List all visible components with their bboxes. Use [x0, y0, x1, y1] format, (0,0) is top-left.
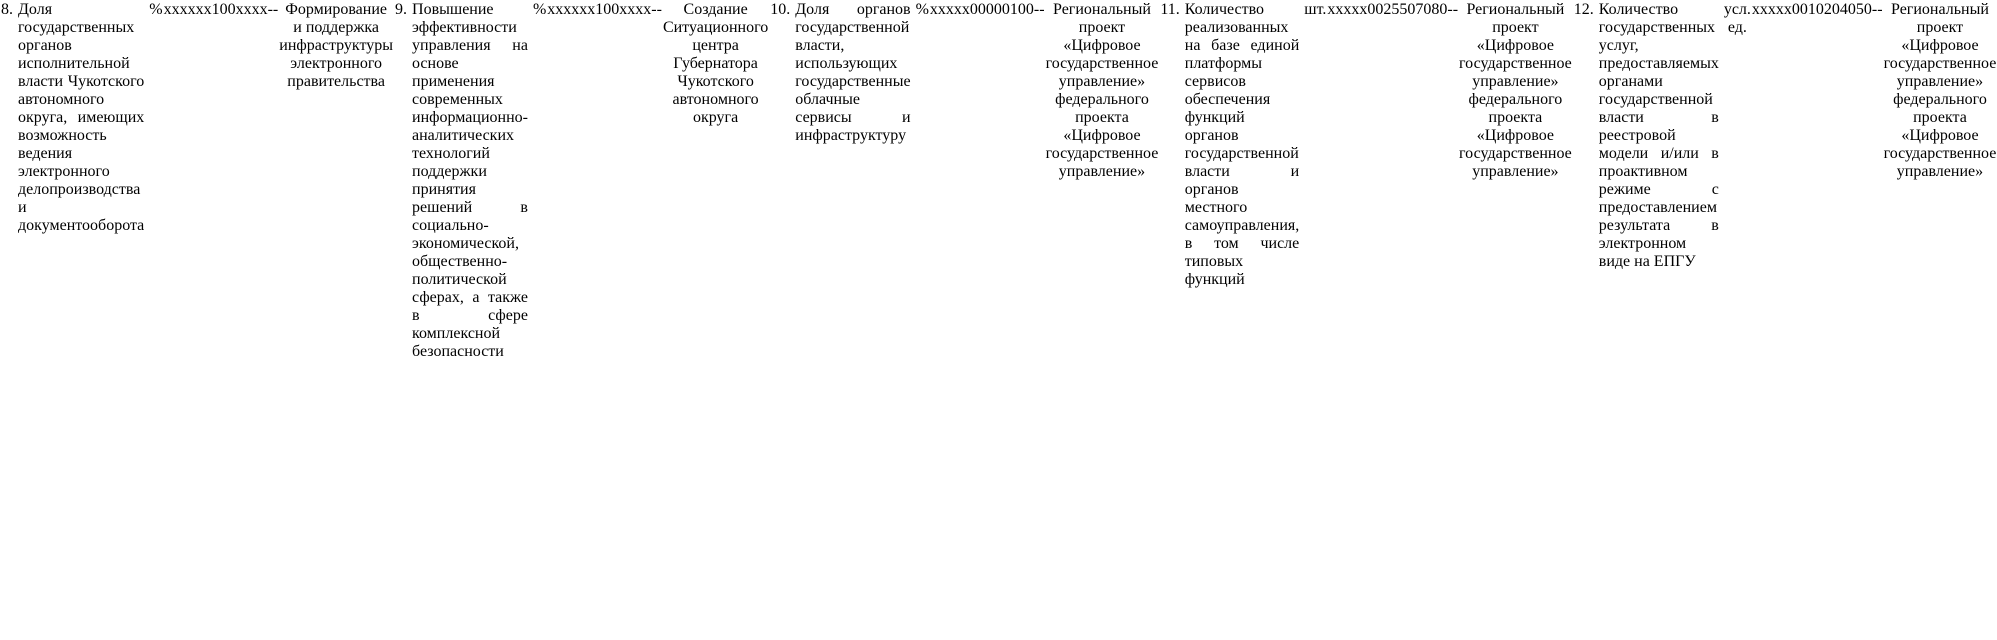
- value-cell: x: [1783, 1, 1792, 18]
- value-cell: x: [1343, 1, 1352, 18]
- value-cell: -: [1877, 1, 1883, 18]
- row-number: 9.: [395, 1, 408, 18]
- value-cell: 0: [1375, 1, 1384, 18]
- table-body: [30, 91, 885, 593]
- value-cell: 100: [595, 1, 620, 18]
- value-cell: x: [1327, 1, 1336, 18]
- value-cell: x: [163, 1, 172, 18]
- value-cell: x: [187, 1, 196, 18]
- value-cell: 40: [1839, 1, 1856, 18]
- value-cell: x: [259, 1, 268, 18]
- value-cell: x: [1759, 1, 1768, 18]
- value-cell: 0: [985, 1, 994, 18]
- source-project: Создание Ситуационного центра Губернатора Чукотского автономного округа: [662, 1, 769, 126]
- value-cell: x: [961, 1, 970, 18]
- table-row: [30, 263, 885, 374]
- indicator-description: Количество реализованных на базе единой платформы сервисов обеспечения функций органов государственной власти и органов местного самоуправления, в том числе типовых функций: [1184, 1, 1300, 288]
- value-cell: 0: [993, 1, 1002, 18]
- unit-of-measure: %: [532, 1, 547, 18]
- value-cell: x: [579, 1, 588, 18]
- value-cell: 25: [1383, 1, 1400, 18]
- value-cell: x: [1351, 1, 1360, 18]
- value-cell: -: [267, 1, 273, 18]
- value-cell: 0: [969, 1, 978, 18]
- value-cell: 0: [977, 1, 986, 18]
- value-cell: 50: [1855, 1, 1872, 18]
- unit-of-measure: шт.: [1304, 1, 1327, 18]
- value-cell: x: [1775, 1, 1784, 18]
- value-cell: -: [656, 1, 662, 18]
- source-project: Региональный проект «Цифровое государственное управление» федерального проекта «Цифровое государственное управление»: [1459, 1, 1572, 180]
- value-cell: 0: [1791, 1, 1800, 18]
- value-cell: -: [1452, 1, 1459, 18]
- value-cell: -: [651, 1, 657, 18]
- value-cell: x: [563, 1, 572, 18]
- table-row: [30, 91, 885, 160]
- value-cell: -: [1447, 1, 1453, 18]
- value-cell: 70: [1415, 1, 1432, 18]
- value-cell: 10: [1807, 1, 1824, 18]
- value-cell: 0: [1367, 1, 1376, 18]
- unit-of-measure: %: [149, 1, 163, 18]
- value-cell: -: [1033, 1, 1040, 18]
- value-cell: x: [251, 1, 260, 18]
- value-cell: x: [1359, 1, 1368, 18]
- value-cell: x: [937, 1, 946, 18]
- value-cell: x: [929, 1, 938, 18]
- value-cell: -: [1039, 1, 1045, 18]
- table-row: [30, 160, 885, 263]
- value-cell: x: [619, 1, 628, 18]
- row-number: 11.: [1160, 1, 1180, 18]
- row-number: 8.: [1, 1, 13, 18]
- value-cell: x: [171, 1, 180, 18]
- value-cell: 100: [211, 1, 236, 18]
- value-cell: 100: [1009, 1, 1034, 18]
- source-project: Региональный проект «Цифровое государственное управление» федерального проекта «Цифровое государственное управление»: [1883, 1, 1997, 180]
- indicator-description: Количество государственных услуг, предоставляемых органами государственной власти в реестровой модели и/или в проактивном режиме с предоставлением результата в электронном виде на ЕПГУ: [1598, 1, 1719, 270]
- indicator-description: Доля государственных органов исполнительной власти Чукотского автономного округа, имеющих возможность ведения электронного делопроизводства и документооборота: [18, 1, 145, 234]
- value-cell: x: [945, 1, 954, 18]
- unit-of-measure: усл. ед.: [1723, 1, 1751, 36]
- value-cell: 80: [1431, 1, 1448, 18]
- table-row: [30, 485, 885, 593]
- row-number: 12.: [1573, 1, 1594, 18]
- value-cell: x: [587, 1, 596, 18]
- row-number: 10.: [770, 1, 791, 18]
- source-project: Формирование и поддержка инфраструктуры электронного правительства: [279, 1, 394, 90]
- value-cell: 0: [1799, 1, 1808, 18]
- value-cell: x: [547, 1, 556, 18]
- value-cell: 20: [1823, 1, 1840, 18]
- value-cell: x: [235, 1, 244, 18]
- indicator-description: Повышение эффективности управления на основе применения современных информационно-аналитических технологий поддержки принятия решений в социально-экономической, общественно-политической сферах, а также в сфере комплексной безопасности: [412, 1, 528, 360]
- value-cell: x: [1767, 1, 1776, 18]
- value-cell: x: [195, 1, 204, 18]
- value-cell: x: [555, 1, 564, 18]
- value-cell: x: [953, 1, 962, 18]
- value-cell: x: [203, 1, 212, 18]
- value-cell: x: [571, 1, 580, 18]
- value-cell: x: [1335, 1, 1344, 18]
- value-cell: x: [179, 1, 188, 18]
- value-cell: x: [1751, 1, 1760, 18]
- value-cell: -: [272, 1, 279, 18]
- value-cell: x: [635, 1, 644, 18]
- value-cell: x: [243, 1, 252, 18]
- table-row: [30, 374, 885, 485]
- value-cell: 0: [1001, 1, 1010, 18]
- value-cell: x: [627, 1, 636, 18]
- unit-of-measure: %: [915, 1, 929, 18]
- indicators-table: [30, 91, 885, 593]
- value-cell: 50: [1399, 1, 1416, 18]
- value-cell: -: [1871, 1, 1878, 18]
- value-cell: x: [643, 1, 652, 18]
- source-project: Региональный проект «Цифровое государственное управление» федерального проекта «Цифровое государственное управление»: [1045, 1, 1159, 180]
- indicator-description: Доля органов государственной власти, использующих государственные облачные сервисы и инфраструктуру: [795, 1, 911, 144]
